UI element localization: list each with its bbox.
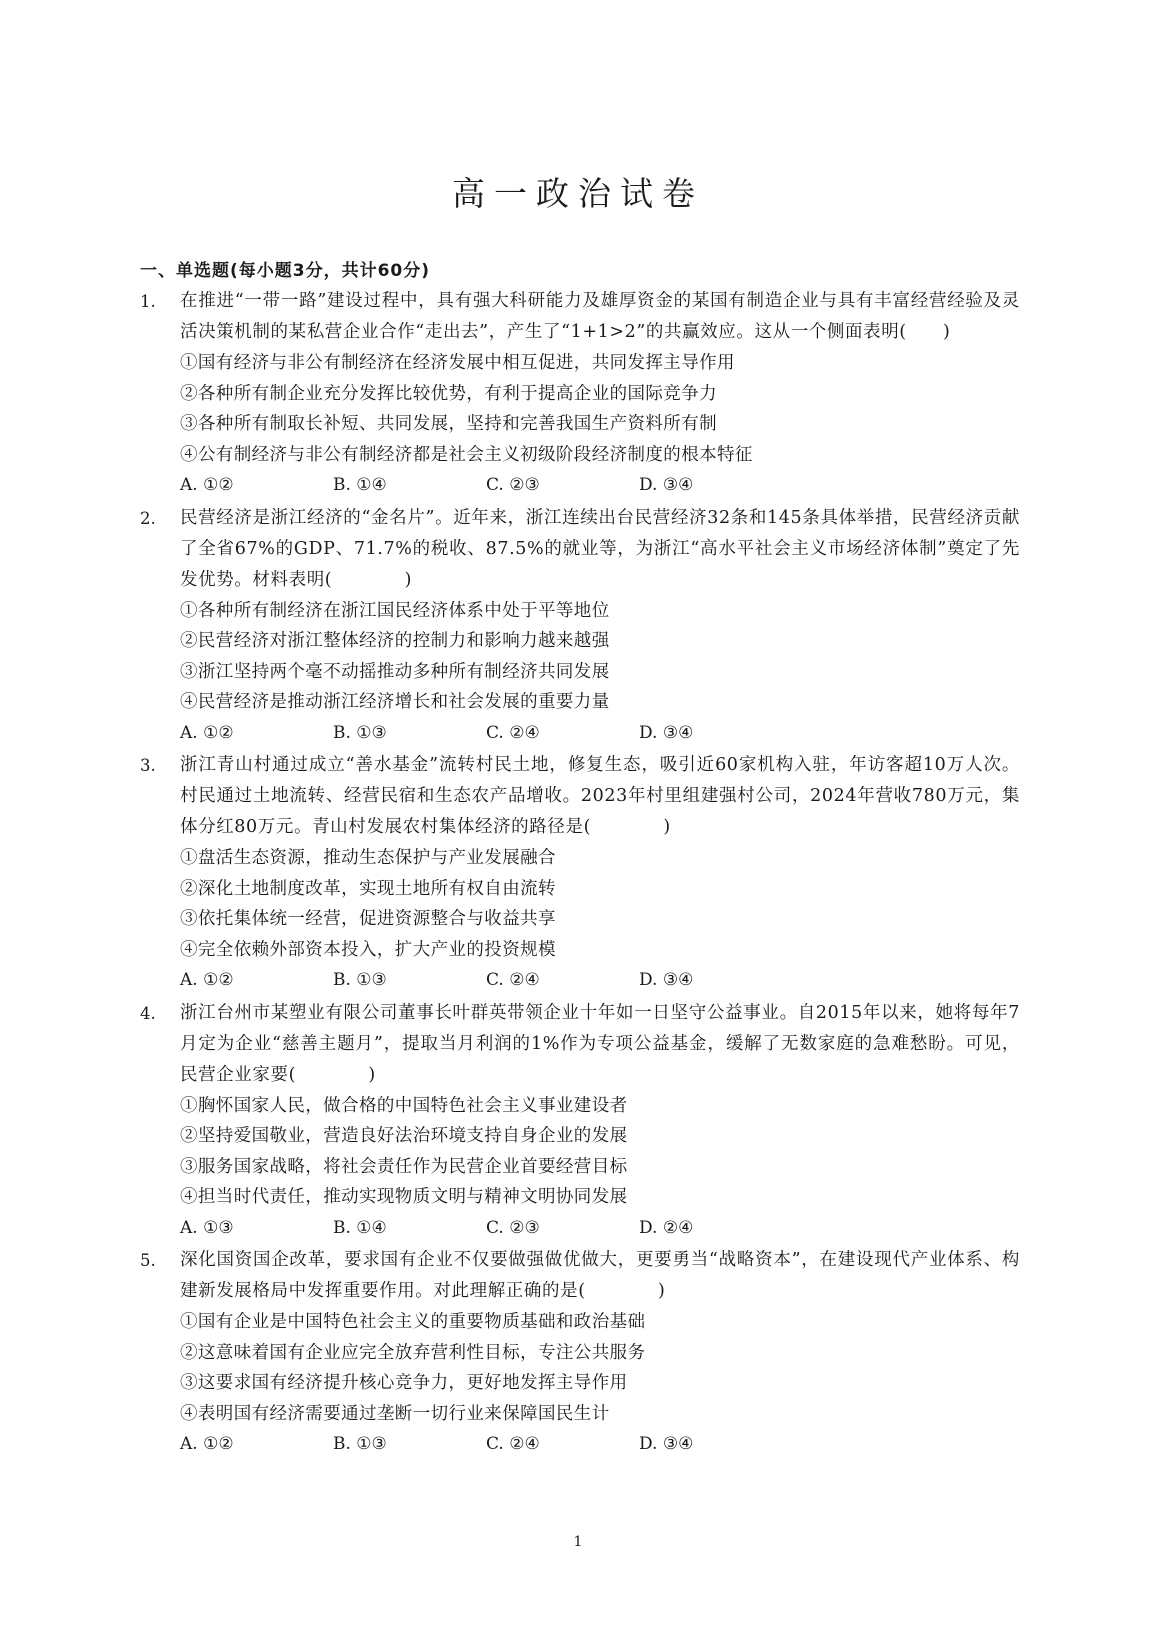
- choice-c: C. ②③: [486, 1217, 540, 1238]
- answer-choices: [180, 470, 1020, 501]
- question-body: [180, 750, 1020, 996]
- statement-option: ②坚持爱国敬业，营造良好法治环境支持自身企业的发展: [180, 1126, 628, 1146]
- statement-option: ④民营经济是推动浙江经济增长和社会发展的重要力量: [180, 692, 610, 712]
- question-list: [140, 286, 1020, 1462]
- statement-option: ②民营经济对浙江整体经济的控制力和影响力越来越强: [180, 631, 610, 651]
- answer-choices: [180, 718, 1020, 749]
- statement-option: ③依托集体统一经营，促进资源整合与收益共享: [180, 909, 556, 929]
- question-stem: 深化国资国企改革，要求国有企业不仅要做强做优做大，更要勇当“战略资本”，在建设现代产业体系、构建新发展格局中发挥重要作用。对此理解正确的是( ): [180, 1250, 1020, 1301]
- choice-b: B. ①③: [333, 722, 387, 743]
- exam-title: 高一政治试卷: [452, 174, 704, 213]
- page-number: 1: [573, 1534, 583, 1550]
- statement-option: ③浙江坚持两个毫不动摇推动多种所有制经济共同发展: [180, 661, 610, 682]
- choice-d: D. ③④: [639, 970, 694, 990]
- question-number: 2.: [140, 508, 156, 528]
- question-stem: 民营经济是浙江经济的“金名片”。近年来，浙江连续出台民营经济32条和145条具体举措，民营经济贡献了全省67%的GDP、71.7%的税收、87.5%的就业等，为浙江“高水平社会主义市场经济体制”奠定了先发优势。材料表明( ): [180, 507, 1020, 590]
- choice-d: D. ③④: [639, 1434, 694, 1454]
- answer-choices: [180, 965, 1020, 996]
- section-heading: 一、单选题(每小题3分，共计60分): [140, 261, 431, 281]
- choice-b: B. ①③: [333, 970, 387, 990]
- question-4: [140, 998, 1020, 1244]
- answer-choices: [180, 1429, 1020, 1460]
- statement-option: ③这要求国有经济提升核心竞争力，更好地发挥主导作用: [180, 1373, 628, 1393]
- question-stem: 在推进“一带一路”建设过程中，具有强大科研能力及雄厚资金的某国有制造企业与具有丰富经营经验及灵活决策机制的某私营企业合作“走出去”，产生了“1+1>2”的共赢效应。这从一个侧面表明( ): [180, 291, 1020, 342]
- choice-a: A. ①②: [180, 1434, 234, 1454]
- statement-option: ④完全依赖外部资本投入，扩大产业的投资规模: [180, 939, 556, 960]
- choice-c: C. ②③: [486, 475, 540, 495]
- question-number: 5.: [140, 1251, 156, 1270]
- choice-b: B. ①④: [333, 475, 387, 495]
- question-number: 1.: [140, 292, 156, 311]
- statement-option: ②深化土地制度改革，实现土地所有权自由流转: [180, 878, 556, 899]
- question-body: [180, 286, 1020, 501]
- statement-option: ②这意味着国有企业应完全放弃营利性目标，专注公共服务: [180, 1342, 646, 1363]
- choice-d: D. ②④: [639, 1217, 694, 1238]
- choice-c: C. ②④: [486, 1434, 540, 1454]
- choice-c: C. ②④: [486, 722, 540, 743]
- question-stem: 浙江台州市某塑业有限公司董事长叶群英带领企业十年如一日坚守公益事业。自2015年以来，她将每年7月定为企业“慈善主题月”，提取当月利润的1%作为专项公益基金，缓解了无数家庭的急难愁盼。可见，民营企业家要( ): [180, 1002, 1020, 1085]
- statement-option: ①各种所有制经济在浙江国民经济体系中处于平等地位: [180, 600, 610, 621]
- question-stem: 浙江青山村通过成立“善水基金”流转村民土地，修复生态，吸引近60家机构入驻，年访客超10万人次。村民通过土地流转、经营民宿和生态农产品增收。2023年村里组建强村公司，2024年营收780万元，集体分红80万元。青山村发展农村集体经济的路径是( ): [180, 755, 1020, 837]
- choice-d: D. ③④: [639, 475, 694, 495]
- statement-option: ④表明国有经济需要通过垄断一切行业来保障国民生计: [180, 1403, 610, 1424]
- question-3: [140, 750, 1020, 996]
- choice-c: C. ②④: [486, 970, 540, 990]
- statement-option: ①国有企业是中国特色社会主义的重要物质基础和政治基础: [180, 1312, 646, 1332]
- choice-a: A. ①②: [180, 475, 234, 495]
- answer-choices: [180, 1213, 1020, 1244]
- choice-a: A. ①②: [180, 722, 234, 743]
- statement-option: ①盘活生态资源，推动生态保护与产业发展融合: [180, 848, 556, 868]
- question-body: [180, 1245, 1020, 1460]
- question-2: [140, 503, 1020, 749]
- statement-option: ②各种所有制企业充分发挥比较优势，有利于提高企业的国际竞争力: [180, 383, 717, 404]
- question-body: [180, 503, 1020, 749]
- statement-option: ④担当时代责任，推动实现物质文明与精神文明协同发展: [180, 1187, 628, 1207]
- choice-a: A. ①②: [180, 970, 234, 990]
- choice-b: B. ①④: [333, 1217, 387, 1238]
- question-number: 4.: [140, 1003, 156, 1023]
- statement-option: ③服务国家战略，将社会责任作为民营企业首要经营目标: [180, 1156, 628, 1177]
- statement-option: ①国有经济与非公有制经济在经济发展中相互促进，共同发挥主导作用: [180, 353, 735, 373]
- statement-option: ③各种所有制取长补短、共同发展，坚持和完善我国生产资料所有制: [180, 414, 717, 434]
- question-number: 3.: [140, 756, 156, 775]
- question-5: [140, 1245, 1020, 1460]
- statement-option: ④公有制经济与非公有制经济都是社会主义初级阶段经济制度的根本特征: [180, 444, 753, 465]
- question-body: [180, 998, 1020, 1244]
- statement-option: ①胸怀国家人民，做合格的中国特色社会主义事业建设者: [180, 1095, 628, 1116]
- choice-d: D. ③④: [639, 722, 694, 743]
- choice-a: A. ①③: [180, 1217, 234, 1238]
- question-1: [140, 286, 1020, 501]
- choice-b: B. ①③: [333, 1434, 387, 1454]
